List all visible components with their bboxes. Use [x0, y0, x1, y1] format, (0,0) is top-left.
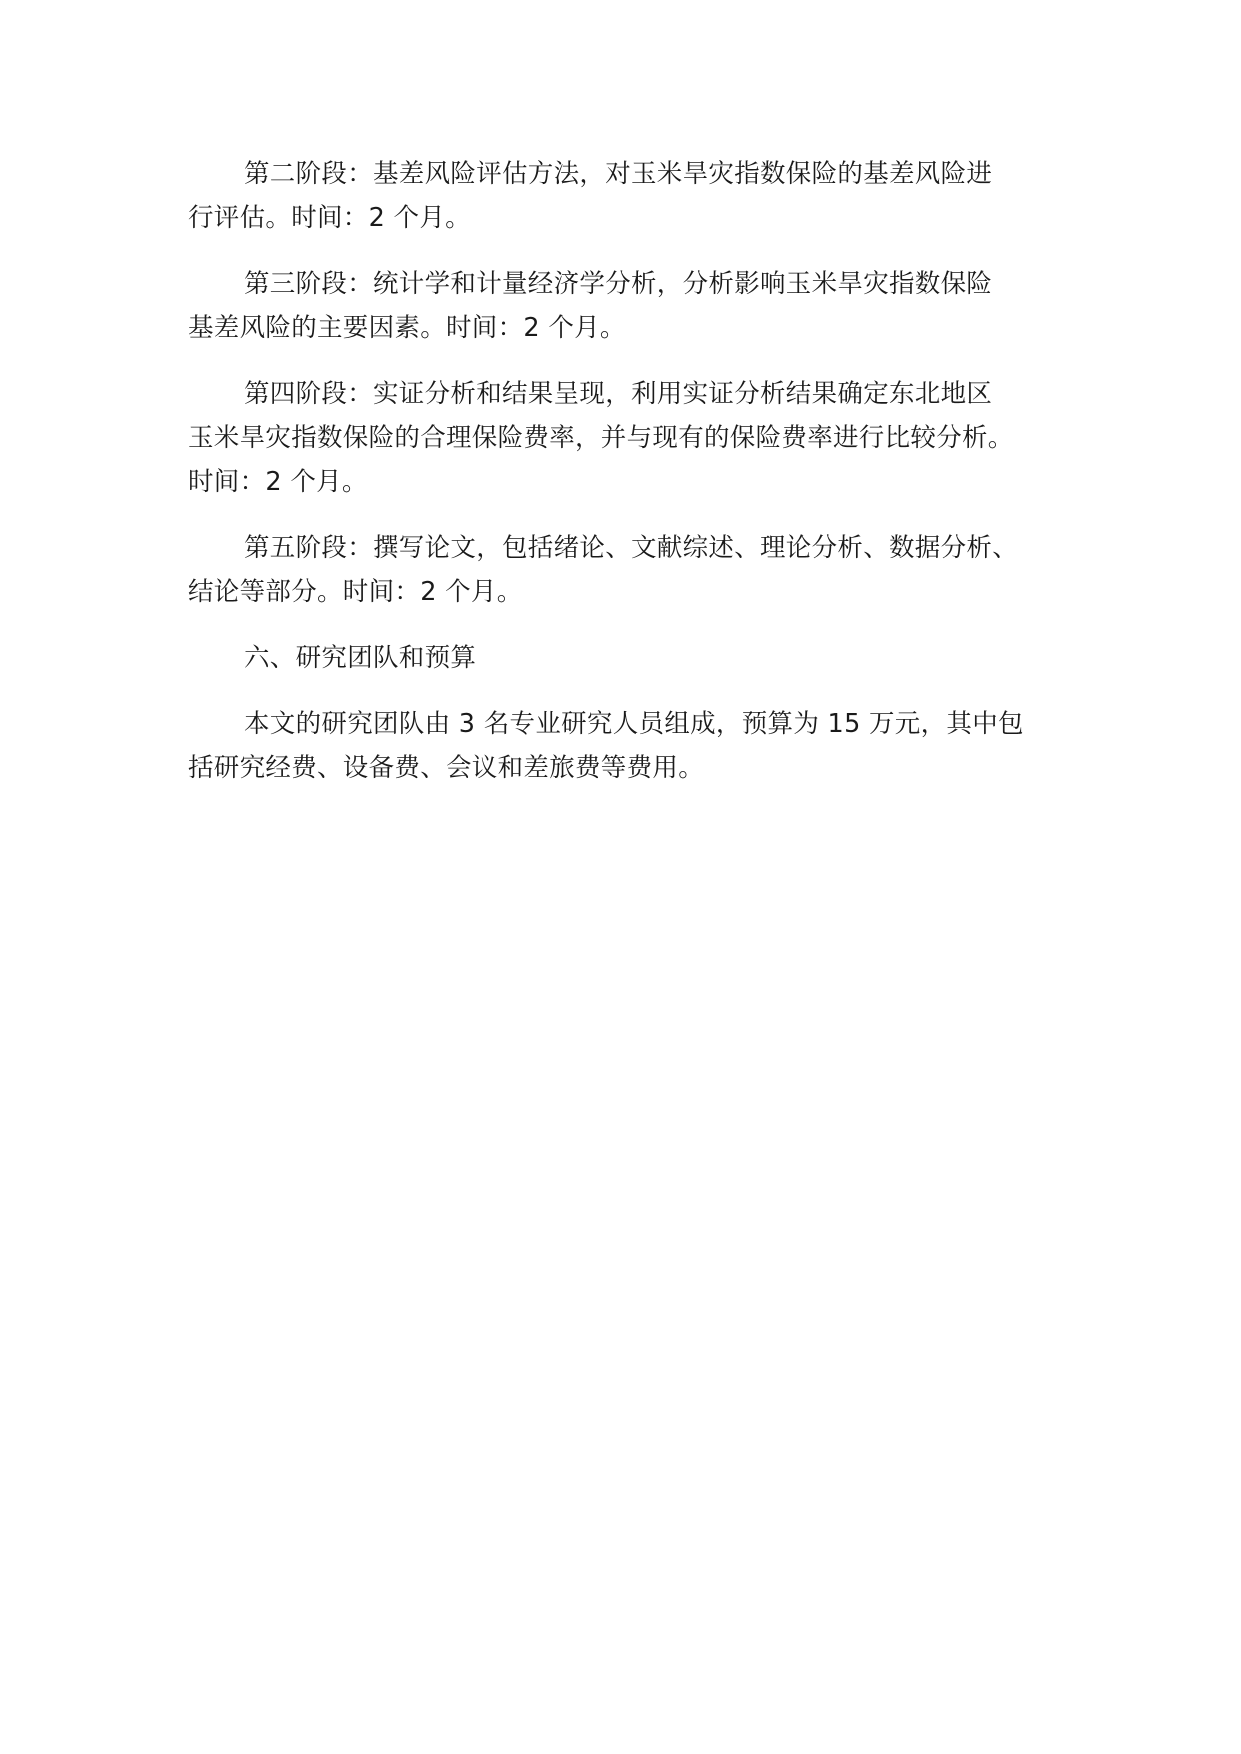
text-line: 第三阶段：统计学和计量经济学分析，分析影响玉米旱灾指数保险 [244, 269, 993, 299]
text-line: 本文的研究团队由 3 名专业研究人员组成，预算为 15 万元，其中包 [244, 709, 1024, 739]
section-heading [188, 636, 1068, 680]
section-heading-text: 六、研究团队和预算 [244, 643, 477, 673]
document-body [188, 152, 1068, 812]
text-line: 第四阶段：实证分析和结果呈现，利用实证分析结果确定东北地区 [244, 379, 993, 409]
paragraph-stage-three [188, 262, 1068, 350]
paragraph-budget [188, 702, 1068, 790]
text-line: 行评估。时间：2 个月。 [188, 203, 471, 233]
text-line: 结论等部分。时间：2 个月。 [188, 577, 523, 607]
paragraph-stage-five [188, 526, 1068, 614]
text-line: 时间：2 个月。 [188, 467, 368, 497]
paragraph-stage-four [188, 372, 1068, 504]
text-line: 玉米旱灾指数保险的合理保险费率，并与现有的保险费率进行比较分析。 [188, 423, 1014, 453]
paragraph-stage-two [188, 152, 1068, 240]
text-line: 第二阶段：基差风险评估方法，对玉米旱灾指数保险的基差风险进 [244, 159, 993, 189]
text-line: 括研究经费、设备费、会议和差旅费等费用。 [188, 753, 705, 783]
text-line: 第五阶段：撰写论文，包括绪论、文献综述、理论分析、数据分析、 [244, 533, 1019, 563]
text-line: 基差风险的主要因素。时间：2 个月。 [188, 313, 626, 343]
